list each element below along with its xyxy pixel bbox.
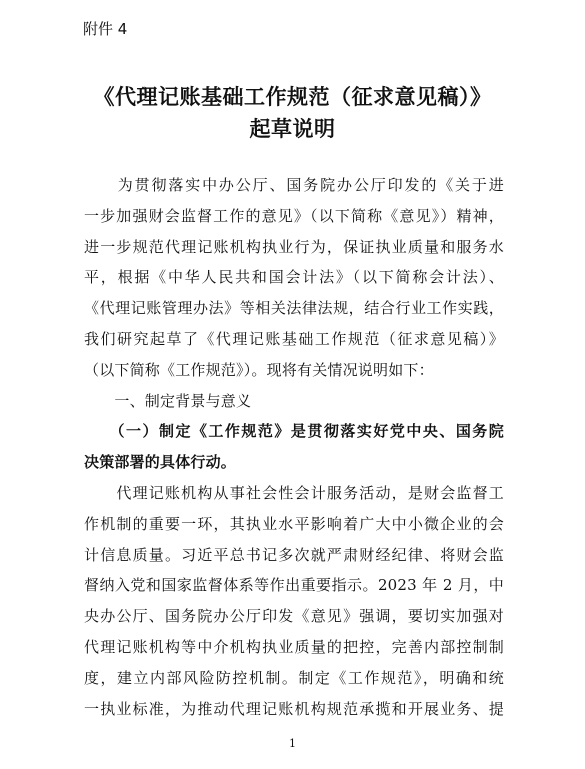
attachment-label: 附件 4 — [83, 20, 128, 38]
intro-line: 为贯彻落实中办公厅、国务院办公厅印发的《关于进 — [84, 176, 504, 194]
document-title: 《代理记账基础工作规范（征求意见稿）》 — [93, 85, 492, 109]
intro-line: 一步加强财会监督工作的意见》（以下简称《意见》）精神， — [84, 206, 504, 225]
intro-line: 《代理记账管理办法》等相关法律法规，结合行业工作实践， — [84, 299, 504, 318]
intro-line: 进一步规范代理记账机构执业行为，保证执业质量和服务水 — [84, 237, 504, 256]
intro-paragraph — [84, 170, 504, 724]
intro-line: （以下简称《工作规范》）。现将有关情况说明如下： — [84, 360, 434, 379]
body-line: 代理记账机构从事社会性会计服务活动，是财会监督工 — [84, 483, 504, 502]
body-line: 度，建立内部风险防控机制。制定《工作规范》，明确和统 — [84, 668, 504, 687]
subsection-heading-line: （一）制定《工作规范》是贯彻落实好党中央、国务院 — [84, 422, 504, 441]
intro-line: 平，根据《中华人民共和国会计法》（以下简称会计法）、 — [84, 268, 504, 287]
body-line: 央办公厅、国务院办公厅印发《意见》强调，要切实加强对 — [84, 607, 504, 626]
intro-line: 我们研究起草了《代理记账基础工作规范（征求意见稿）》 — [84, 329, 504, 348]
body-line: 代理记账机构等中介机构执业质量的把控，完善内部控制制 — [84, 637, 504, 656]
body-line: 一执业标准，为推动代理记账机构规范承揽和开展业务、提 — [84, 699, 504, 718]
subsection-heading-line: 决策部署的具体行动。 — [84, 453, 237, 472]
section-heading: 一、制定背景与意义 — [84, 391, 252, 410]
body-line: 作机制的重要一环，其执业水平影响着广大中小微企业的会 — [84, 514, 504, 533]
page-number: 1 — [289, 737, 296, 750]
document-subtitle: 起草说明 — [249, 117, 336, 141]
body-line: 督纳入党和国家监督体系等作出重要指示。2023 年 2 月，中 — [84, 576, 504, 595]
body-line: 计信息质量。习近平总书记多次就严肃财经纪律、将财会监 — [84, 545, 504, 564]
